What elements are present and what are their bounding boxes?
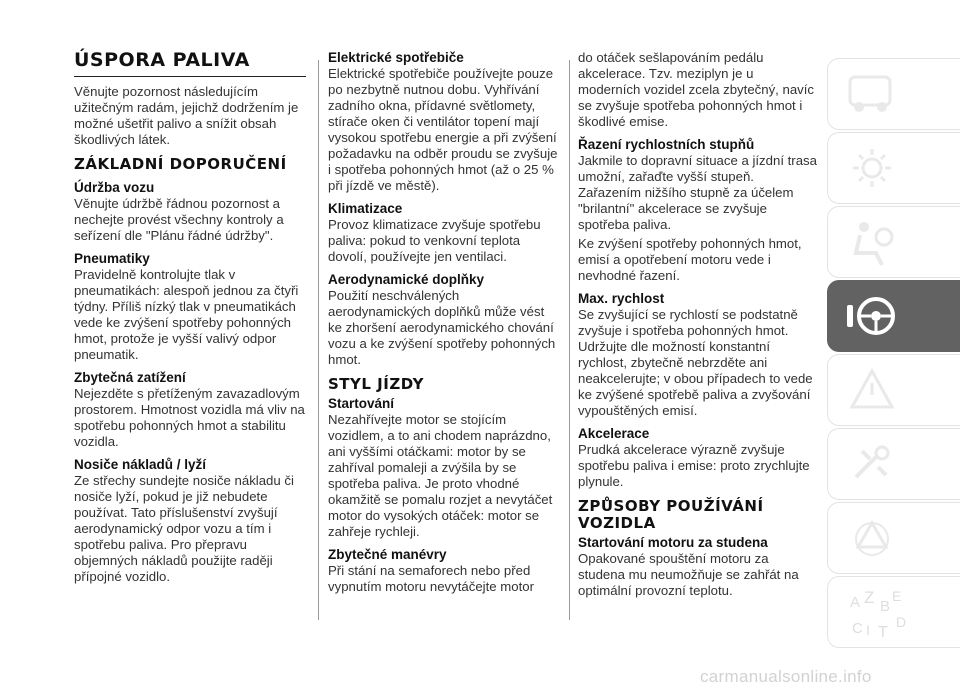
heading-manoeuvres: Zbytečné manévry [328,547,447,562]
heading-cold-start: Startování motoru za studena [578,535,768,550]
heading-tyres: Pneumatiky [74,251,150,266]
column-divider [569,60,570,620]
section-heading-driving-style: STYL JÍZDY [328,375,424,393]
heading-aero: Aerodynamické doplňky [328,272,485,287]
index-letter-d: D [896,614,907,630]
intro-paragraph: Věnujte pozornost následujícím užitečným radám, jejichž dodržením je možné ušetřit palivo a snížit obsah škodlivých látek. [74,84,299,147]
column-3 [578,50,818,599]
paragraph-gear-shifting-2: Ke zvýšení spotřeby pohonných hmot, emisí a opotřebení motoru vede i nevhodné řazení. [578,236,802,283]
section-heading-basic: ZÁKLADNÍ DOPORUČENÍ [74,155,287,173]
paragraph-starting: Nezahřívejte motor se stojícím vozidlem, a to ani chodem naprázdno, ani vyššími otáčkami: motor by se zahříval pomaleji a zvýšila by se spotřeba paliva. Je proto vhodné okamžitě se pomalu rozjet a nevytáčet motor do vysokých otáček: motor se zahřeje rychleji. [328,412,553,539]
tab-index[interactable] [827,576,960,648]
service-tools-icon [842,437,902,492]
warning-icon [842,363,902,418]
heading-starting: Startování [328,396,395,411]
lights-icon [842,141,902,196]
heading-acceleration: Akcelerace [578,426,650,441]
paragraph-aero: Použití neschválených aerodynamických doplňků může vést ke zhoršení aerodynamického chování vozu a ke zvýšení spotřeby pohonných hmot. [328,288,556,367]
heading-gear-shifting: Řazení rychlostních stupňů [578,137,755,152]
index-icon [842,585,912,645]
heading-electrical: Elektrické spotřebiče [328,50,464,65]
paragraph-cold-start: Opakované spouštění motoru za studena mu neumožňuje se zahřát na optimální provozní teplotu. [578,551,799,598]
tab-starting-driving[interactable] [827,280,960,352]
heading-climate: Klimatizace [328,201,403,216]
paragraph-maintenance: Věnujte údržbě řádnou pozornost a nechejte provést všechny kontroly a seřízení dle "Plánu řádné údržby". [74,196,284,243]
paragraph-gear-shifting-1: Jakmile to dopravní situace a jízdní trasa umožní, zařaďte vyšší stupeň. Zařazením nižšího stupně za účelem "brilantní" akcelerace se zvyšuje spotřeba paliva. [578,153,817,232]
heading-loads: Zbytečná zatížení [74,370,186,385]
tab-emergency[interactable] [827,502,960,574]
hazard-icon [842,511,902,566]
index-letter-b: B [880,598,891,615]
paragraph-roof-racks: Ze střechy sundejte nosiče nákladu či nosiče lyží, pokud je již nebudete používat. Tato příslušenství zvyšují aerodynamický odpor vozu a tím i spotřebu paliva. Pro přepravu objemných nákladů použijte raději přípojné vozidlo. [74,473,294,584]
paragraph-electrical: Elektrické spotřebiče používejte pouze po nezbytně nutnou dobu. Vyhřívání zadního okna, přídavné světlomety, stírače oken či ventilátor topení mají vysokou spotřebu energie a při zvýšení požadavku na odběr proudu se zvyšuje i spotřeba pohonných hmot (až o 25 % při jízdě ve městě). [328,66,558,193]
column-2 [328,50,560,595]
index-letter-c: C [852,620,863,637]
column-divider [318,60,319,620]
tab-warnings[interactable] [827,354,960,426]
paragraph-loads: Nejezděte s přetíženým zavazadlovým prostorem. Hmotnost vozidla má vliv na spotřebu pohonných hmot a stabilitu vozidla. [74,386,305,449]
steering-wheel-key-icon [842,289,902,344]
footer-watermark: carmanualsonline.info [700,667,872,686]
tab-car-info[interactable] [827,58,960,130]
heading-max-speed: Max. rychlost [578,291,665,306]
tab-lights[interactable] [827,132,960,204]
car-info-icon [842,67,902,122]
paragraph-acceleration: Prudká akcelerace výrazně zvyšuje spotřebu paliva i emise: proto zrychlujte plynule. [578,442,810,489]
heading-maintenance: Údržba vozu [74,180,155,195]
index-letter-t: T [878,624,888,641]
index-letter-e: E [892,588,902,604]
index-letter-z: Z [864,588,875,607]
paragraph-climate: Provoz klimatizace zvyšuje spotřebu paliva: pokud to venkovní teplota dovolí, používejte jen ventilaci. [328,217,541,264]
section-heading-vehicle-use: ZPŮSOBY POUŽÍVÁNÍ VOZIDLA [578,497,764,532]
column-1 [74,50,306,585]
paragraph-max-speed: Se zvyšující se rychlostí se podstatně zvyšuje i spotřeba pohonných hmot. Udržujte dle možností konstantní rychlost, zbytečně nebrzděte ani neakcelerujte; v obou případech to vede ke zvýšené spotřebě paliva a zvyšování vypouštěných emisí. [578,307,813,418]
paragraph-manoeuvres: Při stání na semaforech nebo před vypnutím motoru nevytáčejte motor [328,563,534,594]
index-letter-a: A [850,594,861,611]
index-letter-i: I [866,622,870,638]
paragraph-tyres: Pravidelně kontrolujte tlak v pneumatikách: alespoň jednou za čtyři týdny. Příliš nízký tlak v pneumatikách vede ke zvýšení spotřeby pohonných hmot, protože je vyšší valivý odpor pneumatik. [74,267,299,362]
tab-service[interactable] [827,428,960,500]
seat-airbag-icon [842,215,902,270]
tab-seat-airbag[interactable] [827,206,960,278]
paragraph-continued: do otáček sešlapováním pedálu akcelerace. Tzv. meziplyn je u moderních vozidel zcela zbytečný, navíc se zvyšuje spotřeba pohonných hmot i škodlivé emise. [578,50,815,129]
page-title: ÚSPORA PALIVA [74,50,306,77]
heading-roof-racks: Nosiče nákladů / lyží [74,457,207,472]
